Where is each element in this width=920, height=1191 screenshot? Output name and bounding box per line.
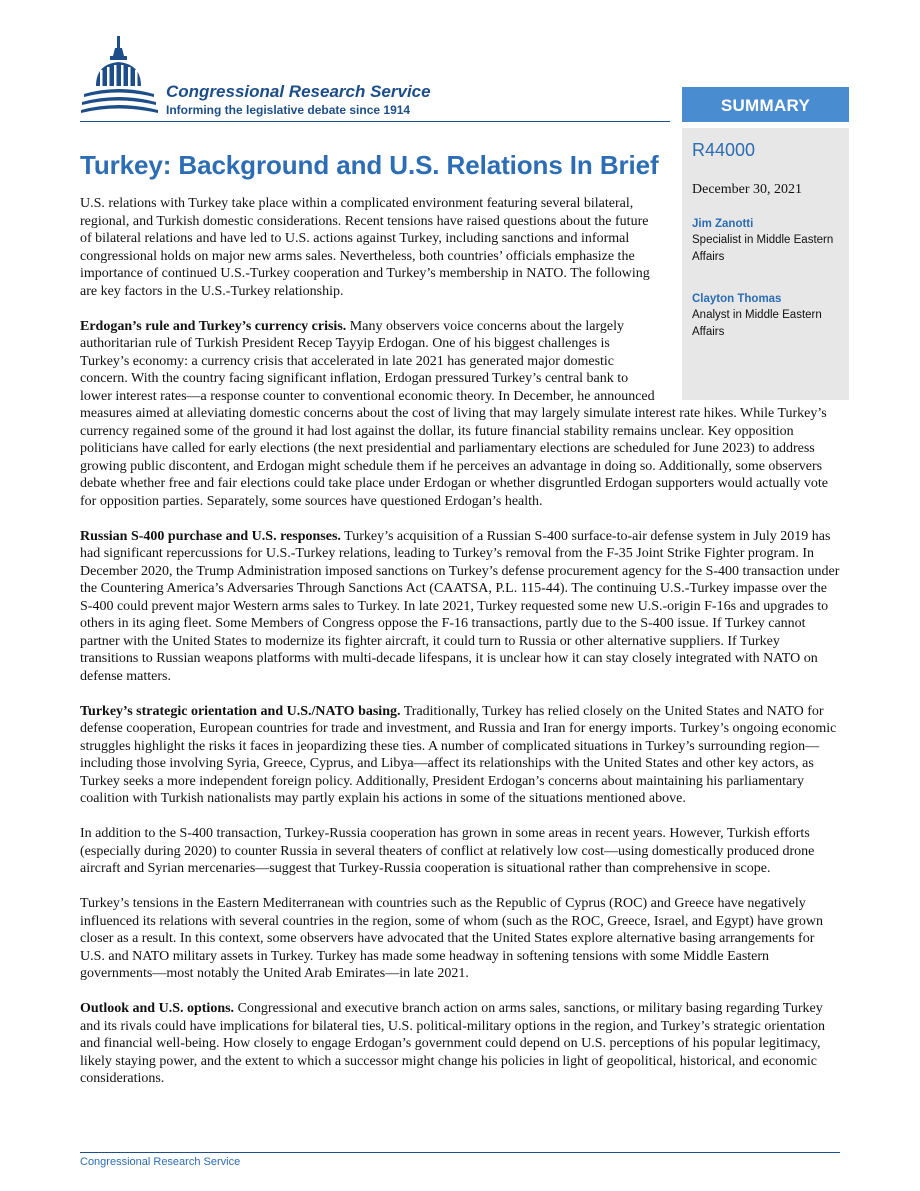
paragraph-text: Congressional and executive branch action on arms sales, sanctions, or military basing regarding Turkey and its rivals could have implications for bilateral ties, U.S. political-military options in the region, and Turkey’s strategic orientation and financial well-being. How closely to engage Erdogan’s government could depend on U.S. perceptions of his popular legitimacy, likely staying power, and the extent to which a successor might change his policies in light of geopolitical, historical, and economic considerations. <box>80 1001 825 1086</box>
crs-logo <box>80 34 480 124</box>
summary-heading: SUMMARY <box>682 87 849 122</box>
paragraph-lead: Russian S-400 purchase and U.S. responses. <box>80 528 341 544</box>
org-tagline: Informing the legislative debate since 1914 <box>166 103 411 117</box>
report-number: R44000 <box>692 140 756 160</box>
paragraph <box>80 895 840 983</box>
author-title: Specialist in Middle Eastern Affairs <box>692 234 834 263</box>
paragraph-text: Turkey’s acquisition of a Russian S-400 surface-to-air defense system in July 2019 has had significant repercussions for U.S.-Turkey relations, leading to Turkey’s removal from the F-35 Joint Strike Fighter program. In December 2020, the Trump Administration imposed sanctions on Turkey’s defense procurement agency for the S-400 transaction under the Countering America’s Adversaries Through Sanctions Act (CAATSA, P.L. 115-44). The continuing U.S.-Turkey impasse over the S-400 could prevent major Western arms sales to Turkey. In late 2021, Turkey requested some new U.S.-origin F-16s and upgrades to others in its aging fleet. Some Members of Congress oppose the F-16 transactions, partly due to the S-400 issue. If Turkey cannot partner with the United States to modernize its fighter aircraft, it could turn to Russia or other alternative suppliers. If Turkey transitions to Russian weapons platforms with multi-decade lifespans, it is unclear how it can stay closely integrated with NATO on defense matters. <box>80 528 840 684</box>
page-title: Turkey: Background and U.S. Relations In Brief <box>80 150 659 180</box>
paragraph <box>80 528 840 686</box>
paragraph-text: Turkey’s tensions in the Eastern Mediterranean with countries such as the Republic of Cyprus (ROC) and Greece have negatively influenced its relations with several countries in the region, some of whom (such as the ROC, Greece, Israel, and Egypt) have grown closer as a result. In this context, some observers have advocated that the United States explore alternative basing arrangements for U.S. and NATO military assets in Turkey. Turkey has made some headway in softening tensions with some Middle Eastern governments—most notably the United Arab Emirates—in late 2021. <box>80 896 823 981</box>
sidebar-spacer <box>660 195 840 403</box>
paragraph-text: U.S. relations with Turkey take place within a complicated environment featuring several bilateral, regional, and Turkish domestic considerations. Recent tensions have raised questions about the future of bilateral relations and have led to U.S. actions against Turkey, including sanctions and informal congressional holds on major new arms sales. Nevertheless, both countries’ officials emphasize the importance of continued U.S.-Turkey cooperation and Turkey’s membership in NATO. The following are key factors in the U.S.-Turkey relationship. <box>80 196 650 299</box>
report-date: December 30, 2021 <box>692 182 803 197</box>
paragraph-lead: Erdogan’s rule and Turkey’s currency crisis. <box>80 318 347 334</box>
author-title: Analyst in Middle Eastern Affairs <box>692 309 822 338</box>
capitol-dome-icon <box>80 34 160 124</box>
paragraph <box>80 825 840 878</box>
paragraph-text: In addition to the S-400 transaction, Turkey-Russia cooperation has grown in some areas in recent years. However, Turkish efforts (especially during 2020) to counter Russia in several theaters of conflict at relatively low cost—using domestically produced drone aircraft and Syrian mercenaries—suggest that Turkey-Russia cooperation is situational rather than comprehensive in scope. <box>80 826 815 876</box>
paragraph <box>80 1000 840 1088</box>
summary-body <box>80 195 840 1105</box>
paragraph-lead: Outlook and U.S. options. <box>80 1001 235 1016</box>
paragraph-text: Many observers voice concerns about the largely authoritarian rule of Turkish President Recep Tayyip Erdogan. One of his biggest challenges is Turkey’s economy: a currency crisis that accelerated in late 2021 has generated major domestic concern. With the country facing significant inflation, Erdogan pressured Turkey’s central bank to lower interest rates—a response counter to conventional economic theory. In December, he announced measures aimed at alleviating domestic concerns about the cost of living that may largely simulate interest rate hikes. While Turkey’s currency regained some of the ground it had lost against the dollar, its future financial stability remains unclear. Key opposition politicians have called for early elections (the next presidential and parliamentary elections are scheduled for June 2023) to address growing public discontent, and Erdogan might schedule them if he perceives an advantage in doing so. Additionally, some observers debate whether free and fair elections could take place under Erdogan or whether disgruntled Erdogan supporters would actually vote for opposition parties. Separately, some sources have questioned Erdogan’s health. <box>80 318 828 509</box>
footer-org-name: Congressional Research Service <box>80 1156 241 1168</box>
paragraph <box>80 703 840 808</box>
org-name: Congressional Research Service <box>166 82 431 101</box>
footer-rule <box>80 1152 840 1153</box>
author-name[interactable]: Jim Zanotti <box>692 218 754 230</box>
paragraph-text: Traditionally, Turkey has relied closely on the United States and NATO for defense cooperation, European countries for trade and investment, and Russia and Iran for energy imports. Turkey’s ongoing economic struggles highlight the risks it faces in jeopardizing these ties. A number of complicated situations in Turkey’s surrounding region—including those involving Syria, Greece, Cyprus, and Libya—affect its relationships with the United States and other key actors, as Turkey seeks a more independent foreign policy. Additionally, President Erdogan’s concerns about maintaining his parliamentary coalition with Turkish nationalists may partly explain his actions in some of the situations mentioned above. <box>80 703 837 806</box>
author-name[interactable]: Clayton Thomas <box>692 293 782 305</box>
header-rule <box>80 121 670 122</box>
paragraph-lead: Turkey’s strategic orientation and U.S./NATO basing. <box>80 703 401 719</box>
